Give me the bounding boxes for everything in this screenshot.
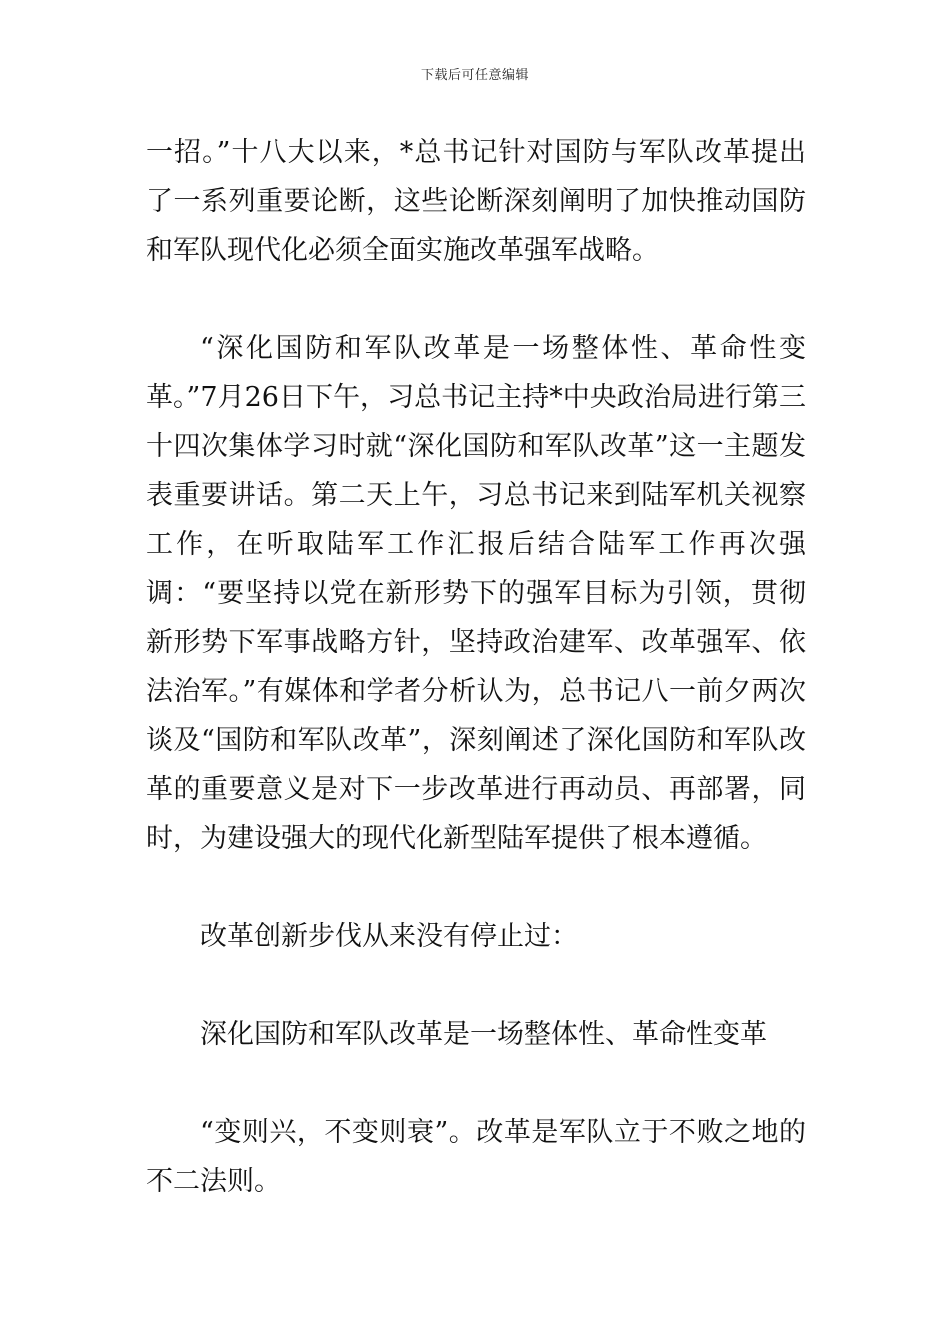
page-header: 下载后可任意编辑 [420,68,529,83]
document-body [146,128,806,1206]
paragraph-reform-steps: 改革创新步伐从来没有停止过： [200,921,578,952]
paragraph-change-principle: “变则兴，不变则衰”。改革是军队立于不败之地的不二法则。 [146,1117,806,1197]
paragraph-section-heading: 深化国防和军队改革是一场整体性、革命性变革 [200,1019,767,1050]
paragraph-reform-quote: “深化国防和军队改革是一场整体性、革命性变革。”7月26日下午，习总书记主持*中央政治局进行第三十四次集体学习时就“深化国防和军队改革”这一主题发表重要讲话。第二天上午，习总书记来到陆军机关视察工作，在听取陆军工作汇报后结合陆军工作再次强调：“要坚持以党在新形势下的强军目标为引领，贯彻新形势下军事战略方针，坚持政治建军、改革强军、依法治军。”有媒体和学者分析认为，总书记八一前夕两次谈及“国防和军队改革”，深刻阐述了深化国防和军队改革的重要意义是对下一步改革进行再动员、再部署，同时，为建设强大的现代化新型陆军提供了根本遵循。 [146,333,806,854]
paragraph-continuation: 一招。”十八大以来，*总书记针对国防与军队改革提出了一系列重要论断，这些论断深刻阐明了加快推动国防和军队现代化必须全面实施改革强军战略。 [146,137,806,266]
